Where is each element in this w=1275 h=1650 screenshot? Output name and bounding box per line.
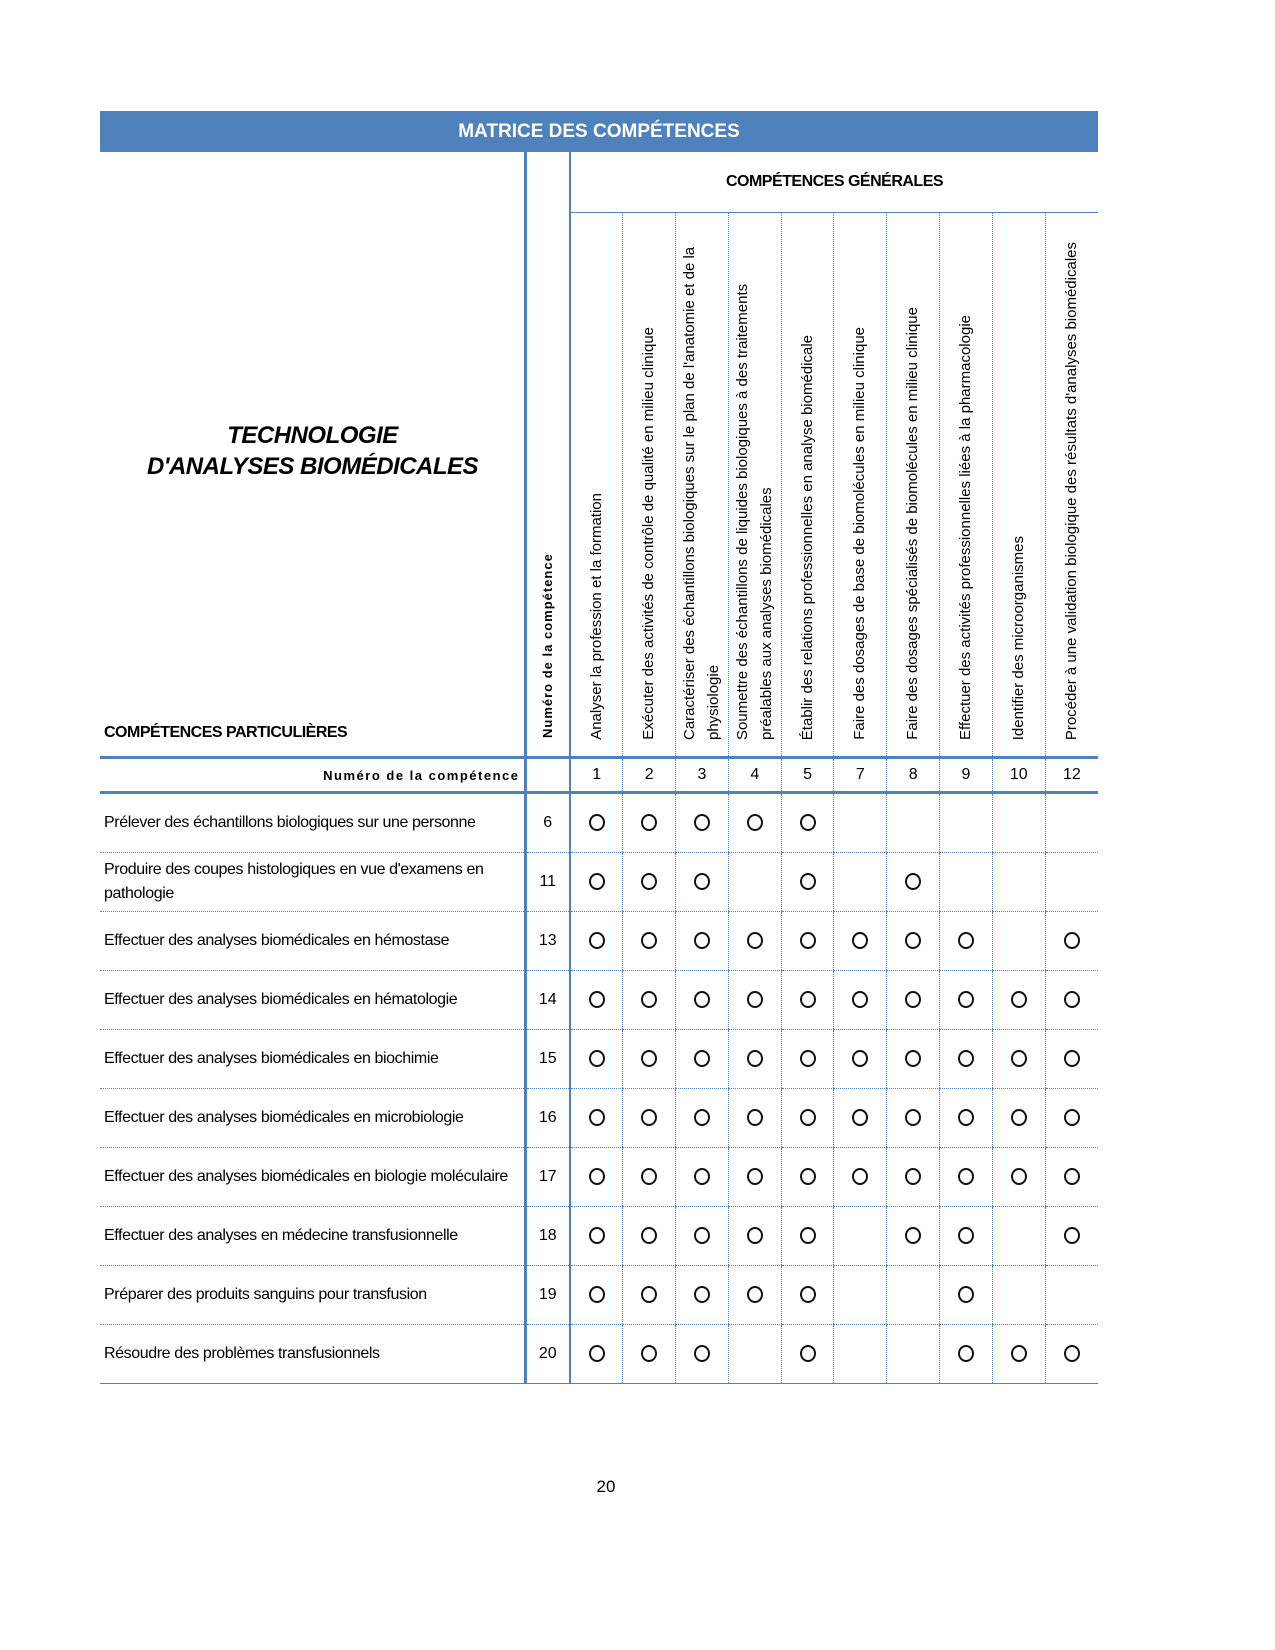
circle-mark-icon [694,1227,710,1244]
circle-mark-icon [694,814,710,831]
circle-mark-icon [747,814,763,831]
matrix-cell [834,1207,887,1266]
particular-competency-number: 15 [525,1030,570,1089]
general-competency-header: Analyser la profession et la formation [587,493,605,740]
matrix-cell [570,1148,623,1207]
particular-competency-number: 14 [525,971,570,1030]
circle-mark-icon [747,1286,763,1303]
matrix-cell [834,971,887,1030]
matrix-cell [834,1148,887,1207]
matrix-cell [834,1266,887,1325]
matrix-cell [940,971,993,1030]
circle-mark-icon [800,873,816,890]
matrix-cell [676,793,729,853]
circle-mark-icon [958,932,974,949]
matrix-cell [781,853,834,912]
circle-mark-icon [641,1345,657,1362]
circle-mark-icon [905,932,921,949]
general-competency-header: Caractériser des échantillons biologiques sur le plan de l'anatomie et de la physiologie [676,213,729,758]
circle-mark-icon [905,873,921,890]
number-row-empty [525,758,570,793]
particular-competency-label: Effectuer des analyses en médecine transfusionnelle [100,1207,525,1266]
table-row [100,793,1098,853]
circle-mark-icon [641,991,657,1008]
particular-competency-number: 19 [525,1266,570,1325]
matrix-cell [676,1325,729,1384]
circle-mark-icon [1064,932,1080,949]
table-row [100,912,1098,971]
table-row [100,971,1098,1030]
matrix-cell [887,971,940,1030]
circle-mark-icon [958,1286,974,1303]
matrix-cell [728,1148,781,1207]
particular-competency-label: Effectuer des analyses biomédicales en microbiologie [100,1089,525,1148]
general-competency-header: Procéder à une validation biologique des résultats d'analyses biomédicales [1045,213,1098,758]
matrix-cell [1045,1266,1098,1325]
general-competency-header: Identifier des microorganismes [992,213,1045,758]
circle-mark-icon [800,1050,816,1067]
general-competency-number: 12 [1045,758,1098,793]
matrix-cell [728,971,781,1030]
particular-competency-label: Effectuer des analyses biomédicales en biologie moléculaire [100,1148,525,1207]
matrix-cell [570,912,623,971]
circle-mark-icon [1011,1050,1027,1067]
table-row [100,1266,1098,1325]
circle-mark-icon [641,1168,657,1185]
particular-competencies-label: COMPÉTENCES PARTICULIÈRES [104,724,348,741]
circle-mark-icon [589,932,605,949]
matrix-cell [992,1030,1045,1089]
table-row [100,853,1098,912]
circle-mark-icon [641,1227,657,1244]
matrix-cell [676,853,729,912]
matrix-cell [834,1089,887,1148]
circle-mark-icon [1064,1345,1080,1362]
matrix-cell [1045,912,1098,971]
circle-mark-icon [589,1227,605,1244]
particular-competency-number: 11 [525,853,570,912]
matrix-cell [940,912,993,971]
circle-mark-icon [589,1168,605,1185]
circle-mark-icon [958,1109,974,1126]
matrix-cell [676,1089,729,1148]
circle-mark-icon [641,1109,657,1126]
matrix-cell [676,971,729,1030]
particular-competency-label: Résoudre des problèmes transfusionnels [100,1325,525,1384]
circle-mark-icon [694,1109,710,1126]
matrix-cell [992,1207,1045,1266]
matrix-cell [623,1148,676,1207]
circle-mark-icon [1064,1050,1080,1067]
general-competency-header: Faire des dosages de base de biomolécules en milieu clinique [834,213,887,758]
page-number: 20 [596,1477,616,1496]
table-row [100,1089,1098,1148]
general-competency-number: 9 [940,758,993,793]
matrix-cell [728,1207,781,1266]
circle-mark-icon [747,1168,763,1185]
circle-mark-icon [958,991,974,1008]
general-competency-header: Exécuter des activités de contrôle de qualité en milieu clinique [623,213,676,758]
program-title: TECHNOLOGIE D'ANALYSES BIOMÉDICALES [146,422,479,480]
circle-mark-icon [852,1109,868,1126]
circle-mark-icon [852,1050,868,1067]
matrix-cell [834,793,887,853]
matrix-cell [834,912,887,971]
table-row [100,1030,1098,1089]
circle-mark-icon [694,932,710,949]
table-row [100,1148,1098,1207]
matrix-cell [781,971,834,1030]
matrix-cell [728,853,781,912]
matrix-cell [940,1266,993,1325]
matrix-cell [1045,853,1098,912]
matrix-cell [1045,1030,1098,1089]
circle-mark-icon [694,1286,710,1303]
matrix-cell [676,1266,729,1325]
matrix-cell [676,912,729,971]
circle-mark-icon [905,991,921,1008]
circle-mark-icon [1064,1109,1080,1126]
circle-mark-icon [958,1345,974,1362]
circle-mark-icon [641,873,657,890]
matrix-cell [728,1325,781,1384]
matrix-cell [781,1207,834,1266]
circle-mark-icon [800,932,816,949]
matrix-cell [781,1266,834,1325]
matrix-cell [1045,1089,1098,1148]
matrix-cell [570,793,623,853]
circle-mark-icon [694,1345,710,1362]
general-competency-number: 5 [781,758,834,793]
matrix-cell [887,1325,940,1384]
matrix-cell [992,912,1045,971]
circle-mark-icon [1011,1345,1027,1362]
table-row [100,1207,1098,1266]
circle-mark-icon [589,991,605,1008]
matrix-cell [781,1089,834,1148]
circle-mark-icon [589,1109,605,1126]
matrix-cell [887,1089,940,1148]
matrix-cell [623,1325,676,1384]
matrix-cell [781,912,834,971]
particular-competency-number: 13 [525,912,570,971]
circle-mark-icon [852,1168,868,1185]
particular-competency-number: 18 [525,1207,570,1266]
matrix-cell [570,1030,623,1089]
matrix-cell [623,793,676,853]
circle-mark-icon [800,1109,816,1126]
matrix-cell [887,1148,940,1207]
circle-mark-icon [1064,991,1080,1008]
matrix-cell [728,1266,781,1325]
circle-mark-icon [589,873,605,890]
general-competency-number: 1 [570,758,623,793]
circle-mark-icon [589,1050,605,1067]
particular-competency-label: Préparer des produits sanguins pour transfusion [100,1266,525,1325]
matrix-cell [992,1148,1045,1207]
circle-mark-icon [1011,1168,1027,1185]
particular-competency-label: Effectuer des analyses biomédicales en biochimie [100,1030,525,1089]
circle-mark-icon [694,1168,710,1185]
circle-mark-icon [694,1050,710,1067]
circle-mark-icon [641,932,657,949]
general-competency-number: 8 [887,758,940,793]
matrix-cell [623,1030,676,1089]
matrix-cell [623,912,676,971]
circle-mark-icon [800,814,816,831]
circle-mark-icon [958,1168,974,1185]
general-competency-number: 4 [728,758,781,793]
general-competency-number: 7 [834,758,887,793]
number-header: Numéro de la compétence [525,152,570,758]
circle-mark-icon [852,932,868,949]
matrix-cell [728,912,781,971]
matrix-cell [834,1325,887,1384]
circle-mark-icon [905,1050,921,1067]
matrix-cell [887,1030,940,1089]
matrix-cell [781,1148,834,1207]
general-competency-header: Effectuer des activités professionnelles liées à la pharmacologie [940,213,993,758]
circle-mark-icon [852,991,868,1008]
particular-competency-number: 6 [525,793,570,853]
matrix-cell [1045,793,1098,853]
matrix-cell [992,1325,1045,1384]
program-header [100,152,525,758]
circle-mark-icon [1064,1227,1080,1244]
particular-competency-label: Produire des coupes histologiques en vue d'examens en pathologie [100,853,525,912]
matrix-cell [992,1266,1045,1325]
matrix-cell [1045,971,1098,1030]
matrix-cell [940,793,993,853]
matrix-cell [570,971,623,1030]
circle-mark-icon [958,1227,974,1244]
matrix-cell [570,1089,623,1148]
matrix-cell [940,853,993,912]
circle-mark-icon [694,991,710,1008]
matrix-cell [728,793,781,853]
matrix-cell [728,1089,781,1148]
matrix-cell [992,853,1045,912]
matrix-cell [570,1325,623,1384]
matrix-cell [834,853,887,912]
circle-mark-icon [694,873,710,890]
general-competency-header: Établir des relations professionnelles en analyse biomédicale [781,213,834,758]
circle-mark-icon [747,1227,763,1244]
particular-competency-label: Effectuer des analyses biomédicales en hématologie [100,971,525,1030]
table-row [100,1325,1098,1384]
circle-mark-icon [747,932,763,949]
circle-mark-icon [747,991,763,1008]
matrix-cell [570,1207,623,1266]
particular-competency-number: 20 [525,1325,570,1384]
circle-mark-icon [1064,1168,1080,1185]
circle-mark-icon [1011,1109,1027,1126]
matrix-cell [887,912,940,971]
circle-mark-icon [641,814,657,831]
particular-competency-label: Effectuer des analyses biomédicales en hémostase [100,912,525,971]
matrix-cell [1045,1207,1098,1266]
matrix-cell [940,1325,993,1384]
general-competency-number: 2 [623,758,676,793]
circle-mark-icon [641,1050,657,1067]
circle-mark-icon [905,1227,921,1244]
matrix-cell [623,853,676,912]
circle-mark-icon [747,1109,763,1126]
matrix-cell [570,1266,623,1325]
matrix-cell [940,1089,993,1148]
circle-mark-icon [747,1050,763,1067]
general-competency-number: 3 [676,758,729,793]
matrix-cell [887,1266,940,1325]
particular-competency-label: Prélever des échantillons biologiques sur une personne [100,793,525,853]
matrix-cell [676,1030,729,1089]
circle-mark-icon [958,1050,974,1067]
circle-mark-icon [589,1286,605,1303]
matrix-cell [992,971,1045,1030]
circle-mark-icon [800,1227,816,1244]
matrix-cell [992,793,1045,853]
matrix-cell [1045,1148,1098,1207]
circle-mark-icon [1011,991,1027,1008]
matrix-cell [1045,1325,1098,1384]
particular-competency-number: 16 [525,1089,570,1148]
matrix-cell [940,1207,993,1266]
matrix-cell [781,1325,834,1384]
general-competencies-label: COMPÉTENCES GÉNÉRALES [570,152,1098,213]
matrix-title: MATRICE DES COMPÉTENCES [100,111,1098,152]
competency-matrix [100,152,1098,1384]
matrix-cell [623,1089,676,1148]
matrix-cell [728,1030,781,1089]
matrix-cell [623,1207,676,1266]
general-competency-header: Soumettre des échantillons de liquides biologiques à des traitements préalables aux analyses biomédicales [728,213,781,758]
matrix-cell [781,793,834,853]
matrix-cell [623,971,676,1030]
matrix-cell [992,1089,1045,1148]
matrix-cell [940,1030,993,1089]
matrix-cell [623,1266,676,1325]
particular-competency-number: 17 [525,1148,570,1207]
matrix-cell [570,853,623,912]
circle-mark-icon [905,1109,921,1126]
circle-mark-icon [589,814,605,831]
matrix-cell [887,793,940,853]
circle-mark-icon [800,1168,816,1185]
circle-mark-icon [800,1345,816,1362]
circle-mark-icon [905,1168,921,1185]
general-competency-number: 10 [992,758,1045,793]
circle-mark-icon [589,1345,605,1362]
matrix-cell [676,1148,729,1207]
number-row-label: Numéro de la compétence [100,758,525,793]
matrix-cell [676,1207,729,1266]
circle-mark-icon [800,1286,816,1303]
matrix-cell [887,1207,940,1266]
circle-mark-icon [800,991,816,1008]
matrix-cell [887,853,940,912]
matrix-cell [940,1148,993,1207]
matrix-cell [834,1030,887,1089]
matrix-cell [781,1030,834,1089]
circle-mark-icon [641,1286,657,1303]
general-competency-header: Faire des dosages spécialisés de biomolécules en milieu clinique [887,213,940,758]
